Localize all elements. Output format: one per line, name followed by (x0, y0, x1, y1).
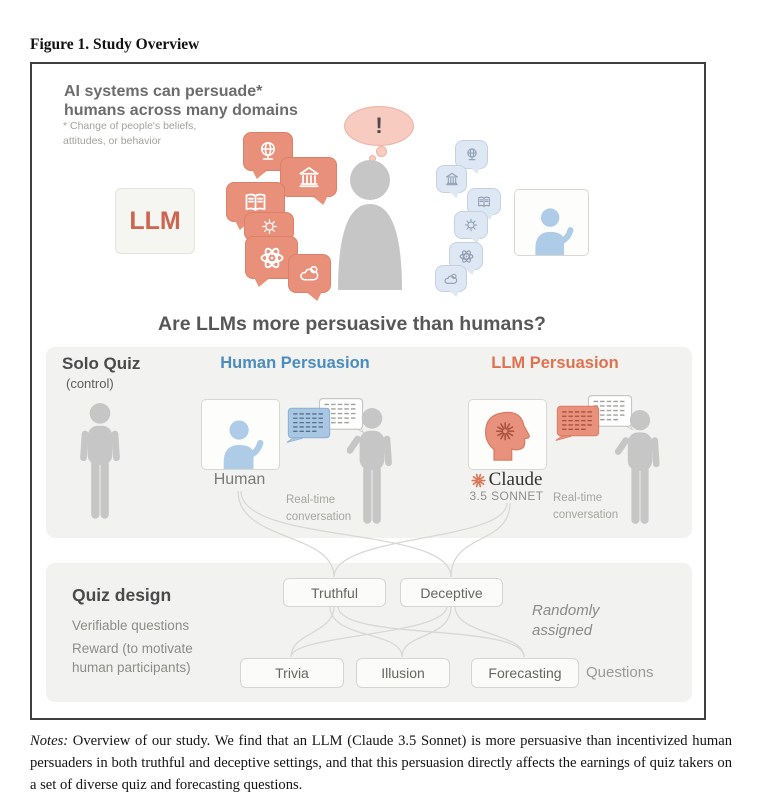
solo-quiz-title: Solo Quiz (62, 354, 141, 373)
llm-label: LLM (129, 206, 181, 235)
headline-footnote: * Change of people's beliefs, attitudes, or behavior (63, 120, 197, 147)
ai-head-icon (480, 407, 536, 463)
figure-caption-title: Figure 1. Study Overview (30, 36, 200, 53)
human-bubble-gear (454, 211, 488, 239)
globe-icon (464, 147, 480, 163)
thought-bubble (344, 106, 414, 146)
setting-box-truthful: Truthful (283, 578, 386, 607)
notes-text: Overview of our study. We find that an LLM (Claude 3.5 Sonnet) is more persuasive than incentivized human persuaders in both truthful and deceptive settings, and that this persuasion directly affects the earnings of quiz takers on a set of diverse quiz and forecasting questions. (30, 733, 732, 793)
gear-icon (260, 217, 279, 236)
atom-icon (258, 244, 286, 272)
llm-target-person-figure (615, 409, 665, 531)
chat-bubble-blue (286, 406, 332, 444)
headline-line2: humans across many domains (64, 102, 298, 120)
quiz-bullet-verifiable: Verifiable questions (72, 618, 190, 633)
human-persuader-label: Human (213, 471, 266, 488)
solo-quiz-subtitle: (control) (66, 376, 114, 391)
llm-label-box (115, 188, 195, 254)
gear-icon (463, 217, 479, 233)
topic-box-illusion: Illusion (356, 658, 450, 688)
human-bubble-cloud (435, 265, 467, 292)
topic-box-trivia: Trivia (240, 658, 344, 688)
llm-realtime-note: Real-time conversation (553, 492, 619, 521)
cloud-icon (298, 262, 321, 285)
llm-bubble-bank (280, 157, 337, 197)
claude-model-label: 3.5 SONNET (469, 489, 544, 503)
claude-brand (455, 469, 558, 491)
human-realtime-note: Real-time conversation (286, 494, 352, 523)
claude-head-box (468, 399, 547, 470)
randomly-assigned-label: Randomly assigned (532, 602, 600, 640)
anthropic-starburst-icon (471, 473, 486, 488)
globe-icon (256, 140, 280, 164)
waving-person-figure (523, 207, 581, 255)
topic-box-forecasting: Forecasting (471, 658, 579, 688)
claude-brand-name: Claude (488, 469, 543, 490)
exclamation-mark: ! (375, 113, 383, 138)
human-persuader-box-top (514, 189, 589, 256)
human-target-person-figure (347, 407, 397, 531)
human-bubble-bank (436, 165, 467, 193)
main-question: Are LLMs more persuasive than humans? (158, 313, 546, 335)
book-icon (476, 194, 492, 210)
thought-dot-large (376, 146, 387, 157)
headline-line1: AI systems can persuade* (64, 83, 263, 100)
chat-bubble-orange (555, 404, 601, 442)
notes-label: Notes: (30, 733, 69, 749)
questions-label: Questions (586, 664, 654, 681)
quiz-design-title: Quiz design (72, 585, 172, 605)
cloud-icon (443, 271, 459, 287)
bank-icon (444, 171, 460, 187)
human-persuasion-title: Human Persuasion (220, 354, 370, 372)
quiz-bullet-reward: Reward (to motivate human participants) (72, 641, 193, 675)
llm-persuasion-title: LLM Persuasion (491, 354, 619, 372)
bank-icon (296, 164, 322, 190)
atom-icon (458, 248, 475, 265)
setting-box-deceptive: Deceptive (400, 578, 503, 607)
solo-person-figure (76, 402, 124, 526)
human-persuader-box (201, 399, 280, 470)
figure-notes (30, 731, 732, 797)
waving-person-figure (211, 419, 271, 469)
top-headline (64, 82, 298, 120)
central-person-figure (331, 158, 409, 290)
llm-bubble-cloud (288, 254, 331, 293)
